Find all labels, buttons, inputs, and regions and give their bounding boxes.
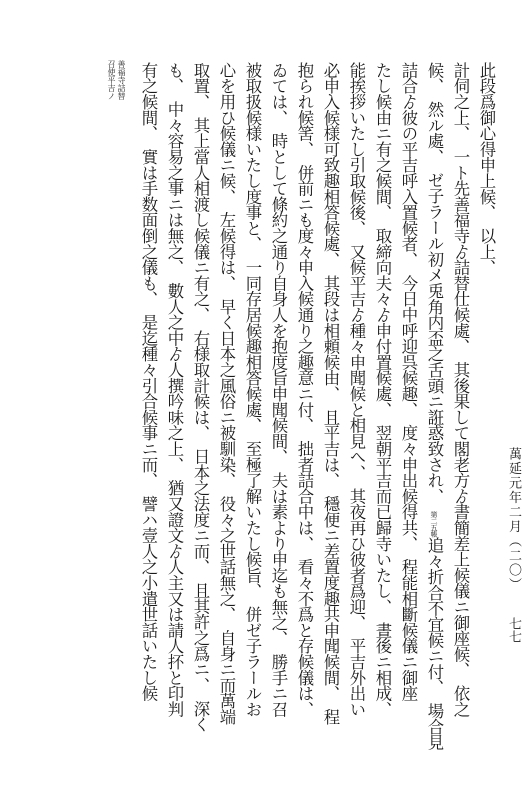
body-line-8: 必申入候様可致趣相答候處、 其段は相頼候由、 且平吉は、 穩便ニ差置度趣共申聞候間、 程 bbox=[321, 62, 340, 725]
body-line-13: 計伺之上、 一ト先善福寺ゟ詰替仕候處、 其後果して閣老方ゟ書簡差上候儀ニ御座候、 依之 bbox=[451, 62, 470, 717]
body-line-12-part-b: 追々折合不宜候ニ付、 場合見 bbox=[425, 537, 444, 751]
inline-annotation-left: 五帳 bbox=[430, 524, 438, 538]
body-line-10: たし候由ニ有之候間、 取締向夫々ゟ申付置候處、 翌朝平吉而已歸寺いたし、 晝後ニ相成、 bbox=[373, 62, 392, 717]
body-line-14: 此段爲御心得申上候、 以上、 bbox=[477, 62, 496, 276]
body-line-11: 詰合ゟ彼の平吉呼入置候者、 今日中呼迎呉候趣、 度々申出候得共、 程能相斷候儀ニ御座 bbox=[399, 62, 418, 702]
inline-annotation-right: 第二 bbox=[430, 511, 438, 525]
body-line-9: 能挨拶いたし引取候後、 又候平吉ゟ種々申聞候と相見へ、 其夜再ひ彼者爲迎、 平吉外出い bbox=[347, 62, 366, 717]
running-title: 萬延元年二月（二〇） bbox=[506, 447, 521, 592]
body-line-6: ゐては、 時として條約之通り自身人を抱度旨申聞候間、 夫は素より申迄も無之、 勝手ニ召 bbox=[269, 62, 288, 717]
margin-note-line-2: 善福寺詰替 bbox=[117, 60, 126, 100]
body-line-7: 抱られ候筈、 併前ニも度々申入候通り之趣意ニ付、 拙者詰合中は、 看々不爲と存候儀は、 bbox=[295, 62, 314, 717]
body-line-1: 有之候間、 實は手数面倒之儀も、 是迄種々引合候事ニ而、 譬ハ壹人之小遣世話いたし候 bbox=[139, 62, 158, 702]
body-line-3: 取置、 其上當人相渡し候儀ニ有之、 右様取計候は、 日本之法度ニ而、 且其許之爲ニ、 深く bbox=[191, 62, 210, 733]
body-line-4: 心を用ひ候儀ニ候、 左候得は、 早く日本之風俗ニ被馴染、 役々之世話無之、 自身ニ而萬端 bbox=[217, 62, 236, 725]
body-line-12-part-a: 候、 然ル處、 ゼ子ラール初メ兎角内盃之舌頭ニ誑惑致され、 bbox=[425, 62, 444, 512]
body-line-5: 被取扱候様いたし度事と、 一同存居候趣相答候處、 至極了解いたし候旨、 併ゼ子ラールお bbox=[243, 62, 262, 717]
body-line-12 bbox=[426, 62, 442, 750]
margin-note-line-1: 召使平吉ノ bbox=[107, 60, 116, 100]
page-number: 七七 bbox=[506, 617, 521, 643]
body-line-2: も、 中々容易之事ニは無之、 數人之中ゟ人撰吟味之上、 猶又證文ゟ人主又は請人抔と印判 bbox=[165, 62, 184, 717]
inline-annotation bbox=[430, 511, 437, 537]
